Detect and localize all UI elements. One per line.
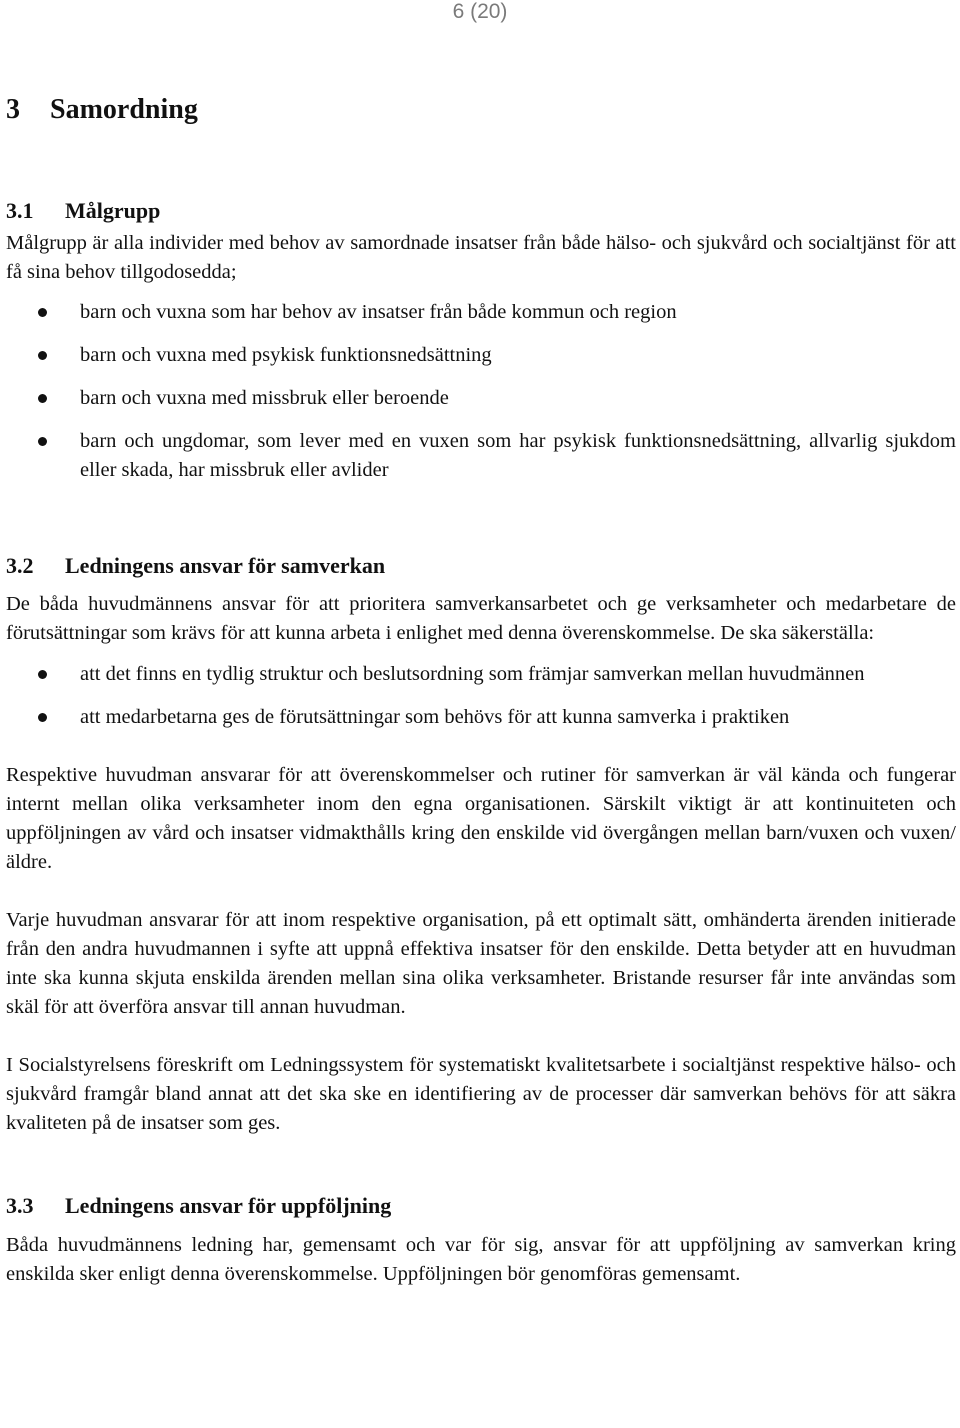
section-title: Målgrupp [65,198,161,223]
section-3-1-heading [6,196,956,226]
bullet-icon [38,351,47,360]
list-item: att medarbetarna ges de förutsättningar som behövs för att kunna samverka i praktiken [6,703,956,732]
section-number: 3.2 [6,553,34,578]
bullet-icon [38,670,47,679]
management-responsibility-intro: De båda huvudmännens ansvar för att prioritera samverkansarbetet och ge verksamheter och medarbetare de förutsättningar som krävs för att kunna arbeta i enlighet med denna överenskommelse. De ska säkerställa: [6,593,956,644]
section-3-heading [6,92,956,128]
bullet-icon [38,308,47,317]
section-number: 3 [6,94,20,125]
paragraph: I Socialstyrelsens föreskrift om Ledningssystem för systematiskt kvalitetsarbete i socialtjänst respektive hälso- och sjukvård framgår bland annat att det ska ske en identifiering av de processer där samverkan behövs för att säkra kvaliteten på de insatser som ges. [6,1054,956,1134]
bullet-icon [38,437,47,446]
paragraph: Varje huvudman ansvarar för att inom respektive organisation, på ett optimalt sätt, omhänderta ärenden initierade från den andra huvudmannen i syfte att uppnå effektiva insatser för den enskilde. Detta betyder att en huvudman inte ska kunna skjuta enskilda ärenden mellan sina olika verksamheter. Bristande resurser får inte användas som skäl för att överföra ansvar till annan huvudman. [6,909,956,1018]
bullet-icon [38,713,47,722]
section-title: Ledningens ansvar för uppföljning [65,1193,392,1218]
bullet-icon [38,394,47,403]
document-body [6,92,956,1289]
list-item: att det finns en tydlig struktur och beslutsordning som främjar samverkan mellan huvudmännen [6,660,956,689]
list-item: barn och ungdomar, som lever med en vuxen som har psykisk funktionsnedsättning, allvarlig sjukdom eller skada, har missbruk eller avlider [6,427,956,485]
section-title: Samordning [50,94,198,125]
paragraph: Respektive huvudman ansvarar för att överenskommelser och rutiner för samverkan är väl kända och fungerar internt mellan olika verksamheter inom den egna organisationen. Särskilt viktigt är att kontinuiteten och uppföljningen av vård och insatser vidmakthålls kring den enskilde vid övergången mellan barn/vuxen och vuxen/äldre. [6,764,956,873]
list-item: barn och vuxna med missbruk eller beroende [6,384,956,413]
paragraph: Båda huvudmännens ledning har, gemensamt och var för sig, ansvar för att uppföljning av samverkan kring enskilda sker enligt denna överenskommelse. Uppföljningen bör genomföras gemensamt. [6,1234,956,1285]
ensure-list [6,660,956,732]
list-item: barn och vuxna som har behov av insatser från både kommun och region [6,298,956,327]
target-group-intro: Målgrupp är alla individer med behov av samordnade insatser från både hälso- och sjukvård och socialtjänst för att få sina behov tillgodosedda; [6,232,956,283]
section-number: 3.1 [6,198,34,223]
section-number: 3.3 [6,1193,34,1218]
page-number: 6 (20) [452,0,508,23]
list-item: barn och vuxna med psykisk funktionsnedsättning [6,341,956,370]
section-title: Ledningens ansvar för samverkan [65,553,386,578]
section-3-2-heading [6,551,956,581]
section-3-3-heading [6,1191,956,1221]
target-group-list [6,298,956,485]
